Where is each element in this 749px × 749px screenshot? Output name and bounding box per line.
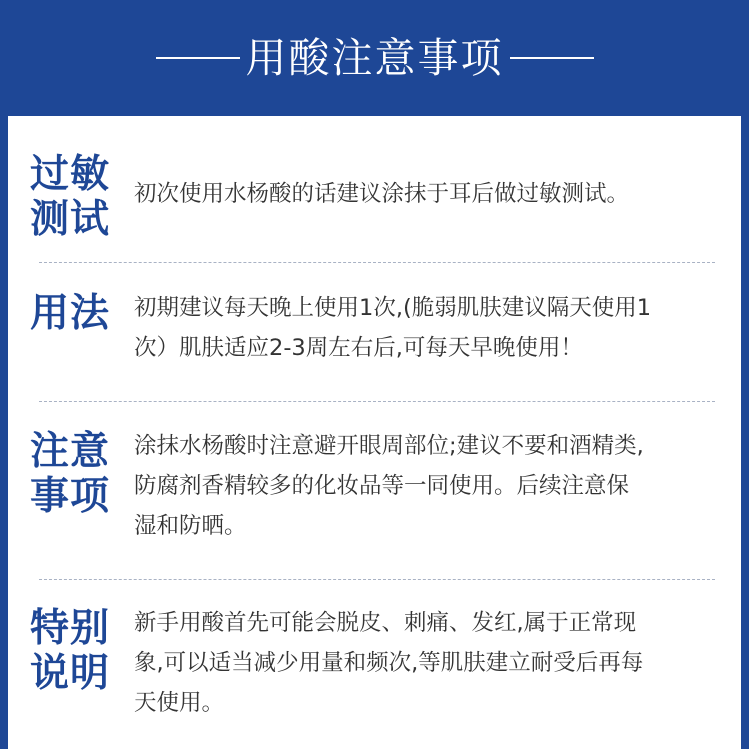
header-line-left xyxy=(156,57,240,59)
section-divider xyxy=(39,262,715,263)
header-line-right xyxy=(510,57,594,59)
section-label-special-notes: 特别 说明 xyxy=(30,606,111,696)
page-title: 用酸注意事项 xyxy=(245,33,504,82)
section-label-precautions: 注意 事项 xyxy=(30,429,111,519)
section-text-special-notes: 新手用酸首先可能会脱皮、刺痛、发红,属于正常现 象,可以适当减少用量和频次,等肌肤建立耐受后再每 天使用。 xyxy=(134,610,644,716)
section-divider xyxy=(39,401,715,402)
header-title-group xyxy=(156,33,594,82)
section-label-usage: 用法 xyxy=(30,291,111,336)
section-text-precautions: 涂抹水杨酸时注意避开眼周部位;建议不要和酒精类, 防腐剂香精较多的化妆品等一同使用。后续注意保 湿和防晒。 xyxy=(134,433,644,539)
header-banner xyxy=(0,0,749,116)
section-label-allergy-test: 过敏 测试 xyxy=(30,152,111,242)
content-panel xyxy=(8,116,741,749)
section-text-usage: 初期建议每天晚上使用1次,(脆弱肌肤建议隔天使用1 次）肌肤适应2-3周左右后,可每天早晚使用！ xyxy=(134,295,652,361)
section-divider xyxy=(39,579,715,580)
section-text-allergy-test: 初次使用水杨酸的话建议涂抹于耳后做过敏测试。 xyxy=(134,181,630,207)
